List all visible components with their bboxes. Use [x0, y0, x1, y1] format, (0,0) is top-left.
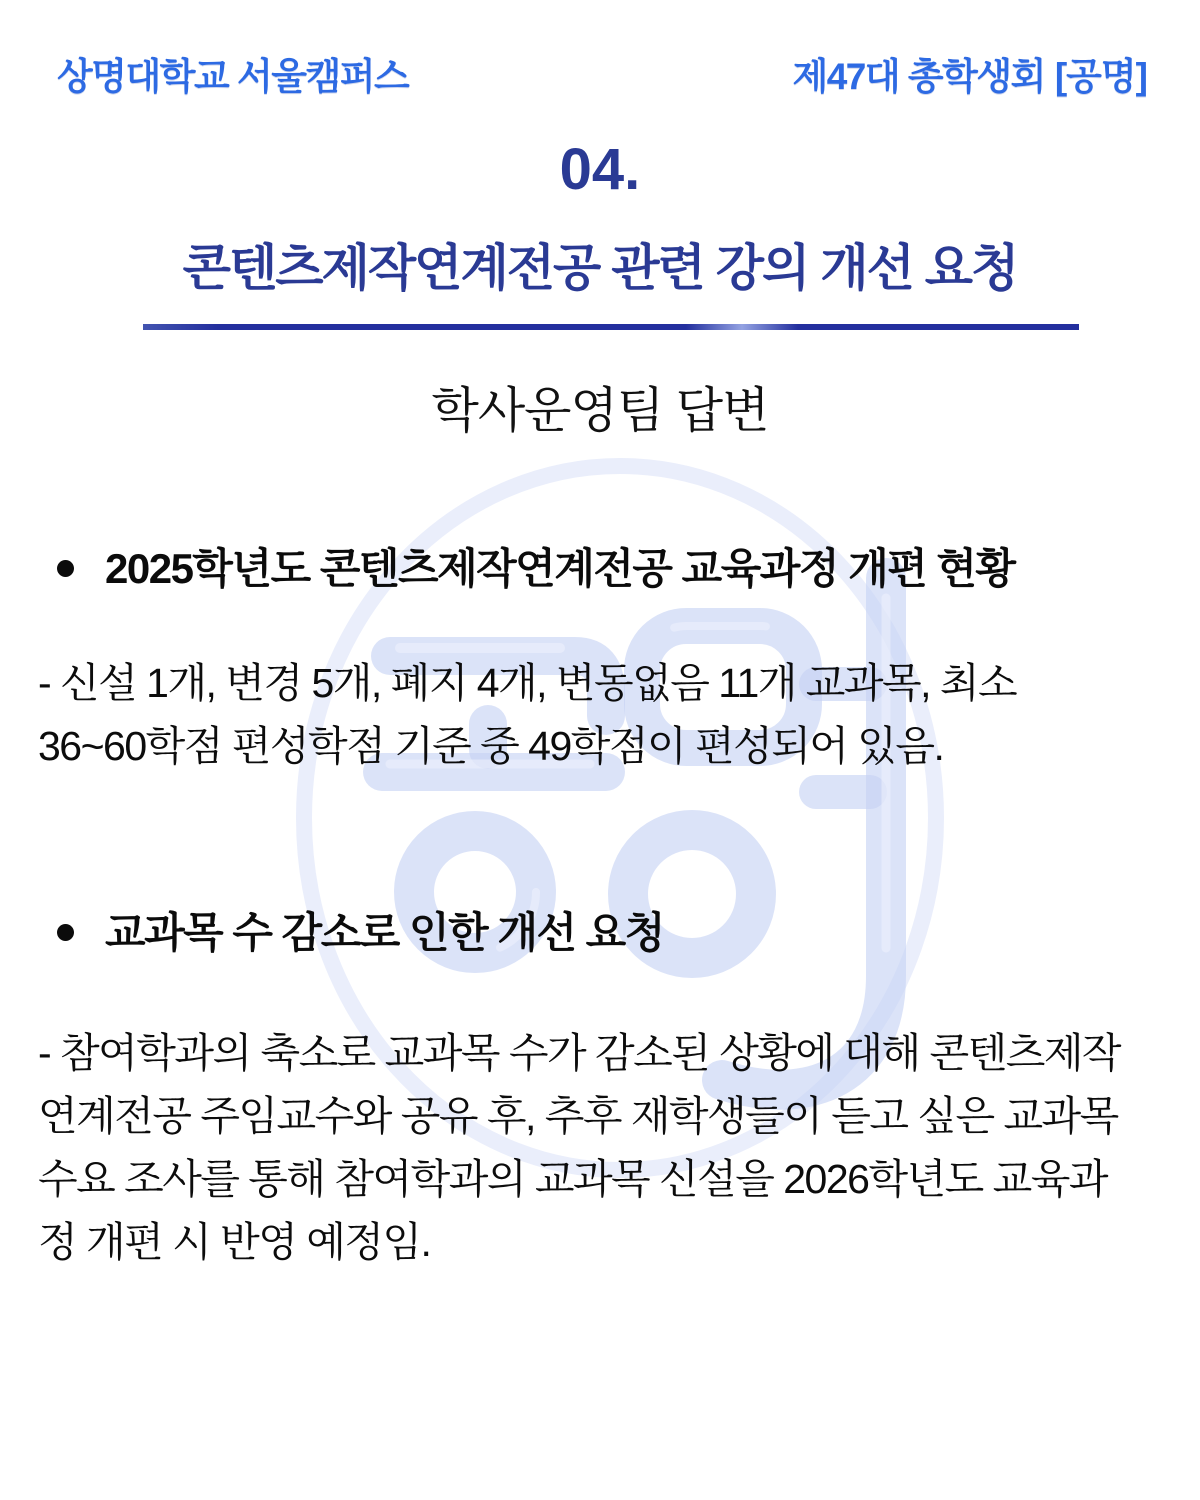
section-2-heading-row — [57, 900, 1160, 960]
bullet-icon — [57, 924, 74, 941]
body-line: - 참여학과의 축소로 교과목 수가 감소된 상황에 대해 콘텐츠제작 — [38, 1030, 1121, 1076]
body-line: - 신설 1개, 변경 5개, 폐지 4개, 변동없음 11개 교과목, 최소 — [38, 660, 1017, 706]
council-term-label: 제47대 총학생회 — [792, 56, 1045, 97]
body-line: 정 개편 시 반영 예정임. — [38, 1219, 431, 1265]
page-header — [57, 46, 1147, 100]
section-2-body — [38, 1022, 1166, 1274]
section-number: 04. — [559, 137, 641, 202]
section-2-heading: 교과목 수 감소로 인한 개선 요청 — [105, 909, 664, 956]
body-line: 연계전공 주임교수와 공유 후, 추후 재학생들이 듣고 싶은 교과목 — [38, 1093, 1118, 1139]
title-divider — [143, 324, 1079, 330]
campus-label: 상명대학교 서울캠퍼스 — [57, 56, 409, 97]
council-brand-label: [공명] — [1054, 56, 1147, 97]
council-label — [792, 46, 1147, 100]
page-title: 콘텐츠제작연계전공 관련 강의 개선 요청 — [182, 240, 1018, 296]
section-1-body — [38, 652, 1166, 778]
section-1-heading: 2025학년도 콘텐츠제작연계전공 교육과정 개편 현황 — [105, 545, 1015, 592]
body-line: 36~60학점 편성학점 기준 중 49학점이 편성되어 있음. — [38, 723, 944, 769]
body-line: 수요 조사를 통해 참여학과의 교과목 신설을 2026학년도 교육과 — [38, 1156, 1107, 1202]
section-1-heading-row — [57, 536, 1160, 596]
answer-team-label: 학사운영팀 답변 — [431, 384, 769, 438]
bullet-icon — [57, 560, 74, 577]
